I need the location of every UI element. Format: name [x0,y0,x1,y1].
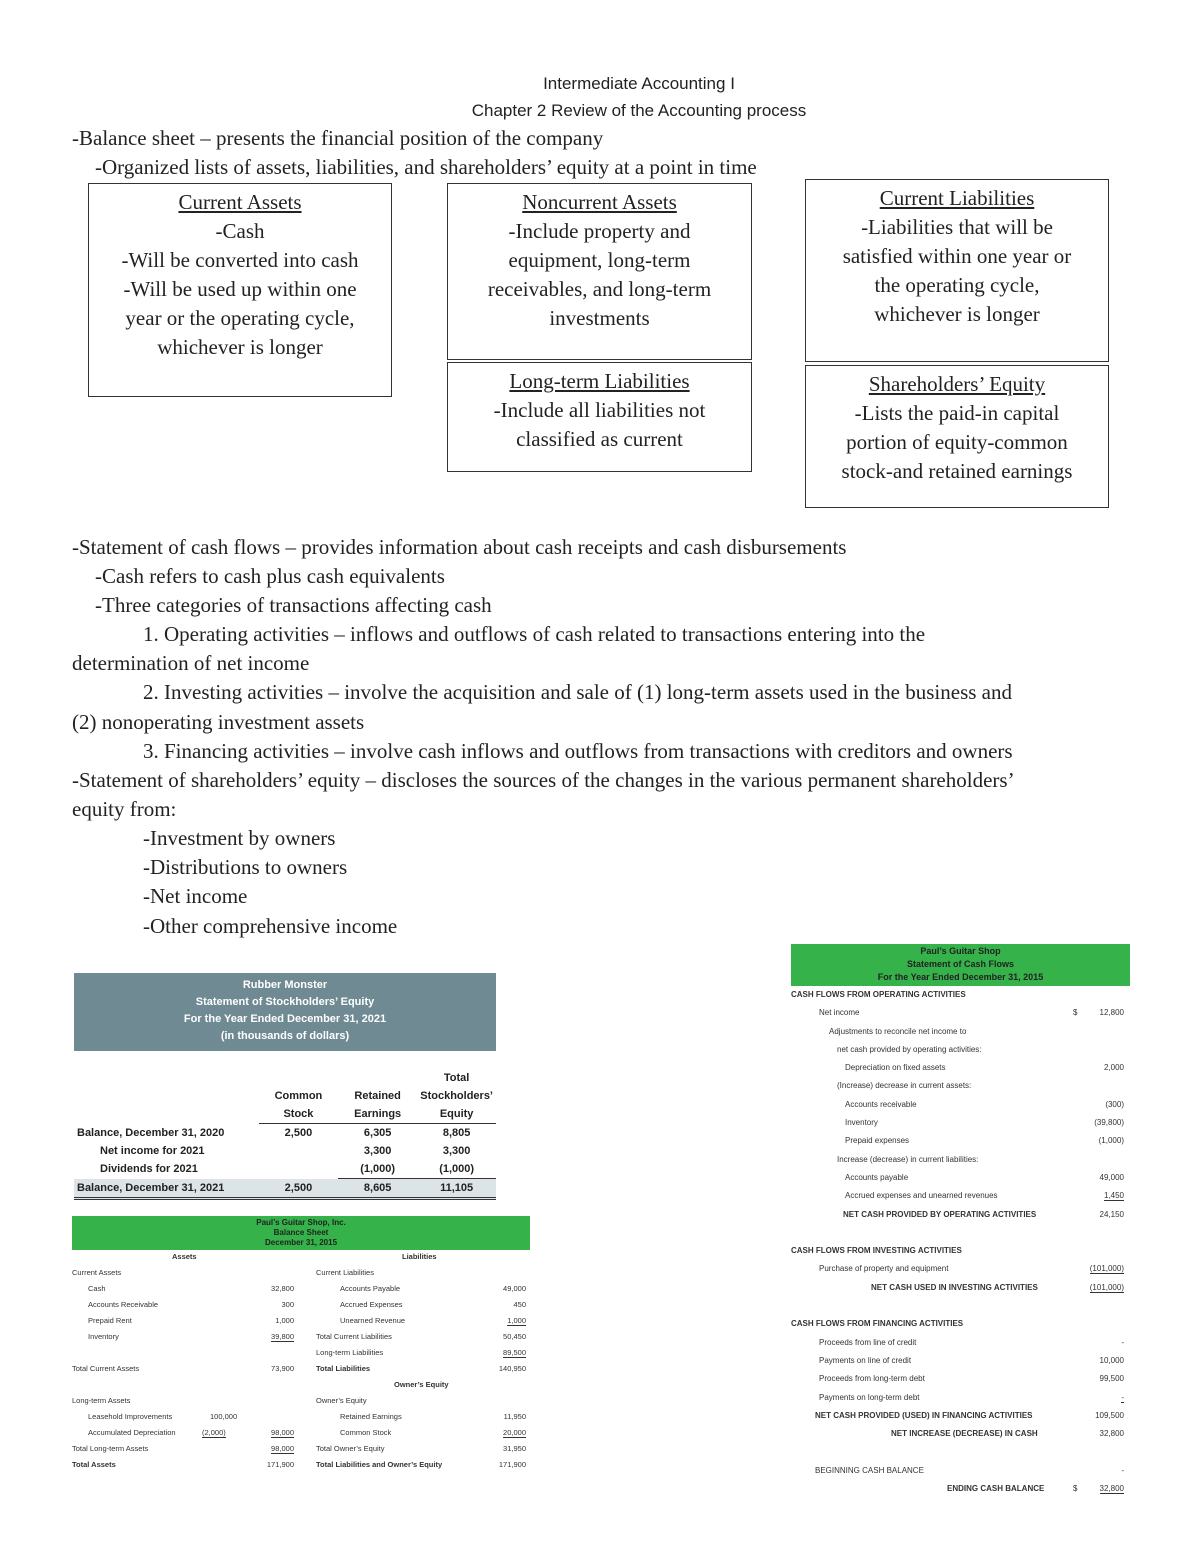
box-line: stock-and retained earnings [841,459,1073,483]
row-value: 1,450 [1103,1191,1124,1201]
row-label: Prepaid expenses [845,1136,910,1146]
row-value: (101,000) [1089,1282,1124,1292]
row-label: CASH FLOWS FROM FINANCING ACTIVITIES [791,1319,964,1329]
box-line: -Will be used up within one [123,277,357,301]
box-long-term-liabilities [447,362,752,472]
note-line: equity from: [72,797,177,821]
box-line: -Will be converted into cash [121,248,359,272]
statement-name: Statement of Stockholders’ Equity [195,996,375,1008]
line-value: 300 [281,1300,294,1309]
note-line: (2) nonoperating investment assets [72,710,365,734]
cash-flow-row [791,1315,1130,1333]
line-label: Accounts Payable [340,1284,401,1293]
line-value: 73,900 [271,1364,294,1373]
line-label: Accumulated Depreciation [88,1428,176,1437]
row-value: 12,800 [1099,1008,1124,1018]
column-header: Common [274,1090,323,1102]
row-value: 10,000 [1099,1355,1124,1365]
balance-sheet-header [72,1216,530,1250]
row-value: - [1121,1392,1124,1402]
note-line: -Cash refers to cash plus cash equivalents [95,564,445,588]
box-line: portion of equity-common [846,430,1068,454]
row-label: Balance, December 31, 2021 [77,1181,225,1194]
line-label: Long-term Liabilities [316,1348,384,1357]
box-current-liabilities [805,179,1109,362]
line-value: 140,950 [498,1364,526,1373]
row-label: Inventory [845,1118,878,1128]
box-title: Noncurrent Assets [522,190,677,214]
shareholders-equity-definition: -Statement of shareholders’ equity – discloses the sources of the changes in the various permanent shareholders’ [72,768,1015,792]
line-label: Accrued Expenses [340,1300,403,1309]
note-line: -Distributions to owners [143,855,348,879]
row-value: 24,150 [1099,1209,1124,1219]
equity-table [74,1051,496,1200]
column-header: Stockholders’ [420,1090,493,1102]
row-label: Proceeds from long-term debt [819,1374,925,1384]
note-line: -Net income [143,884,248,908]
box-line: equipment, long-term [508,248,691,272]
cash-flow-row [791,1260,1130,1278]
line-label: Prepaid Rent [88,1316,132,1325]
cell: 8,805 [442,1127,471,1139]
cash-flows-statement [791,944,1130,1498]
cash-flows-rows [791,986,1130,1498]
line-value: 100,000 [210,1412,238,1421]
line-value: 98,000 [271,1428,294,1437]
box-line: -Cash [215,219,265,243]
cell: 11,105 [440,1182,474,1194]
cash-flow-row [791,986,1130,1004]
line-label: Retained Earnings [340,1412,402,1421]
statement-units: (in thousands of dollars) [220,1030,350,1042]
cash-flow-row [791,1462,1130,1480]
chapter-title: Chapter 2 Review of the Accounting process [471,101,807,120]
row-label: NET CASH USED IN INVESTING ACTIVITIES [871,1282,1038,1292]
box-line: satisfied within one year or [842,244,1072,268]
row-label: Balance, December 31, 2020 [77,1126,225,1139]
box-line: -Include property and [508,219,691,243]
cash-flow-row [791,1096,1130,1114]
row-label: Accounts receivable [845,1099,917,1109]
row-label: CASH FLOWS FROM OPERATING ACTIVITIES [791,990,966,999]
row-label: ENDING CASH BALANCE [947,1484,1045,1494]
currency-symbol: $ [1073,1008,1078,1018]
cash-flow-row [791,1279,1130,1297]
box-title: Current Assets [178,190,302,214]
row-label: Depreciation on fixed assets [845,1063,946,1073]
balance-sheet-definition: -Balance sheet – presents the financial position of the company [72,126,604,150]
cell: 8,605 [363,1182,392,1194]
row-label: Proceeds from line of credit [819,1337,917,1347]
line-label: Leasehold Improvements [88,1412,173,1421]
line-label: Total Assets [72,1460,116,1469]
line-value: 50,450 [503,1332,526,1341]
box-shareholders-equity [805,365,1109,508]
line-value: 32,800 [271,1284,294,1293]
row-value: 99,500 [1099,1374,1124,1384]
section-label: Current Liabilities [316,1268,374,1277]
row-value: (101,000) [1089,1264,1124,1274]
row-label: net cash provided by operating activities: [837,1044,982,1054]
cash-flow-row [791,1077,1130,1095]
row-label: Payments on long-term debt [819,1392,920,1402]
statement-header [74,973,496,1051]
line-label: Accounts Receivable [88,1300,159,1309]
row-label: BEGINNING CASH BALANCE [815,1465,924,1475]
line-label: Total Liabilities and Owner’s Equity [316,1460,443,1469]
statement-name: Statement of Cash Flows [906,959,1014,969]
cash-flow-row [791,1370,1130,1388]
row-value: (1,000) [1098,1136,1124,1146]
box-title: Long-term Liabilities [509,369,690,393]
row-label: Adjustments to reconcile net income to [829,1026,967,1036]
stockholders-equity-statement [74,973,496,1200]
line-label: Cash [88,1284,106,1293]
row-value: (39,800) [1094,1118,1124,1128]
row-label: NET CASH PROVIDED (USED) IN FINANCING ACTIVITIES [815,1410,1033,1420]
cash-flow-row [791,1023,1130,1041]
row-label: (Increase) decrease in current assets: [837,1081,972,1091]
row-label: Net income for 2021 [100,1145,205,1157]
liabilities-heading: Liabilities [402,1252,437,1261]
box-line: the operating cycle, [874,273,1040,297]
box-line: investments [549,306,650,330]
cash-flows-definition: -Statement of cash flows – provides information about cash receipts and cash disbursements [72,535,847,559]
line-value: 171,900 [498,1460,526,1469]
column-header: Equity [417,1105,496,1124]
table-row [74,1179,496,1199]
column-header: Stock [259,1105,338,1124]
statement-name: Balance Sheet [273,1228,329,1237]
box-line: whichever is longer [157,335,323,359]
row-label: Increase (decrease) in current liabilities: [837,1154,979,1164]
line-value: 89,500 [503,1348,526,1357]
table-row [74,1124,496,1143]
line-label: Total Owner’s Equity [316,1444,385,1453]
cash-flow-row [791,1187,1130,1205]
line-value: 39,800 [271,1332,294,1341]
row-label: Accounts payable [845,1172,909,1182]
equity-heading: Owner’s Equity [394,1380,449,1389]
line-value: 49,000 [503,1284,526,1293]
company-name: Paul’s Guitar Shop [920,946,1001,956]
company-name: Paul’s Guitar Shop, Inc. [256,1218,346,1227]
box-line: classified as current [516,427,683,451]
line-label: Total Current Assets [72,1364,140,1373]
line-label: Total Liabilities [316,1364,371,1373]
cash-flow-row [791,1004,1130,1022]
row-label: Dividends for 2021 [100,1163,198,1176]
box-line: -Liabilities that will be [861,215,1053,239]
line-label: Total Long-term Assets [72,1444,149,1453]
cell: 6,305 [363,1127,392,1139]
course-title: Intermediate Accounting I [543,74,735,93]
note-line: 1. Operating activities – inflows and outflows of cash related to transactions entering into the [143,622,926,646]
line-label: Inventory [88,1332,119,1341]
cash-flow-row [791,1224,1130,1242]
note-line: -Investment by owners [143,826,336,850]
box-line: receivables, and long-term [487,277,712,301]
assets-heading: Assets [172,1252,197,1261]
line-value: 450 [513,1300,526,1309]
row-label: Payments on line of credit [819,1355,912,1365]
row-label: NET INCREASE (DECREASE) IN CASH [891,1429,1038,1439]
row-value: 32,800 [1099,1484,1124,1494]
row-value: 32,800 [1099,1429,1124,1439]
cash-flow-row [791,1242,1130,1260]
row-value: - [1121,1465,1124,1475]
cash-flow-row [791,1151,1130,1169]
row-label: CASH FLOWS FROM INVESTING ACTIVITIES [791,1246,962,1256]
section-label: Long-term Assets [72,1396,131,1405]
cell: (1,000) [417,1160,496,1179]
row-value: 109,500 [1095,1410,1124,1420]
row-value: 2,000 [1103,1063,1124,1073]
cash-flow-row [791,1407,1130,1425]
cash-flow-row [791,1352,1130,1370]
line-value: 98,000 [271,1444,294,1453]
row-label: NET CASH PROVIDED BY OPERATING ACTIVITIES [843,1209,1037,1219]
cash-flow-row [791,1389,1130,1407]
box-title: Shareholders’ Equity [868,372,1046,396]
row-label: Net income [819,1008,860,1018]
cash-flows-header [791,944,1130,986]
box-line: -Include all liabilities not [493,398,706,422]
cash-flow-row [791,1206,1130,1224]
box-line: -Lists the paid-in capital [854,401,1060,425]
cell: 2,500 [284,1181,313,1194]
currency-symbol: $ [1073,1484,1078,1494]
section-label: Current Assets [72,1268,122,1277]
statement-date: December 31, 2015 [264,1238,338,1247]
cell: 3,300 [363,1145,392,1157]
cash-flow-row [791,1041,1130,1059]
guitar-balance-sheet [72,1216,530,1474]
row-label: Purchase of property and equipment [819,1264,949,1274]
box-noncurrent-assets [447,183,752,360]
line-label: Total Current Liabilities [316,1332,392,1341]
cash-flow-row [791,1059,1130,1077]
column-header: Total [443,1072,470,1084]
cell [259,1160,338,1179]
line-value: 171,900 [266,1460,294,1469]
balance-sheet-subpoint: -Organized lists of assets, liabilities, and shareholders’ equity at a point in time [95,155,757,179]
table-row [74,1160,496,1179]
cash-flow-row [791,1297,1130,1315]
line-value: (2,000) [202,1428,226,1437]
statement-period: For the Year Ended December 31, 2015 [877,972,1044,982]
line-value: 1,000 [507,1316,526,1325]
box-title: Current Liabilities [879,186,1035,210]
line-value: 20,000 [503,1428,526,1437]
note-line: determination of net income [72,651,310,675]
note-line: 2. Investing activities – involve the acquisition and sale of (1) long-term assets used in the business and [143,680,1012,704]
statement-period: For the Year Ended December 31, 2021 [183,1013,387,1025]
note-line: 3. Financing activities – involve cash inflows and outflows from transactions with creditors and owners [143,739,1013,763]
line-value: 11,950 [503,1412,526,1421]
company-name: Rubber Monster [242,979,328,991]
table-row [74,1142,496,1160]
column-header: Earnings [338,1105,417,1124]
column-header: Retained [354,1090,401,1102]
cell [259,1142,338,1160]
cash-flow-row [791,1425,1130,1443]
cell: (1,000) [338,1160,417,1179]
cash-flow-row [791,1114,1130,1132]
box-line: year or the operating cycle, [125,306,355,330]
cash-flow-row [791,1334,1130,1352]
line-label: Common Stock [340,1428,392,1437]
cash-flow-row [791,1132,1130,1150]
box-current-assets [88,183,392,397]
row-label: Accrued expenses and unearned revenues [845,1191,998,1201]
note-line: -Three categories of transactions affecting cash [95,593,492,617]
cash-flow-row [791,1169,1130,1187]
section-label: Owner’s Equity [316,1396,367,1405]
cash-flow-row [791,1480,1130,1498]
note-line: -Other comprehensive income [143,914,398,938]
cash-flow-row [791,1443,1130,1461]
line-label: Unearned Revenue [340,1316,406,1325]
line-value: 1,000 [275,1316,294,1325]
line-value: 31,950 [503,1444,526,1453]
box-line: whichever is longer [874,302,1040,326]
row-value: 49,000 [1099,1172,1124,1182]
row-value: - [1121,1337,1124,1347]
row-value: (300) [1105,1099,1124,1109]
cell: 3,300 [442,1145,471,1157]
cell: 2,500 [284,1127,313,1139]
